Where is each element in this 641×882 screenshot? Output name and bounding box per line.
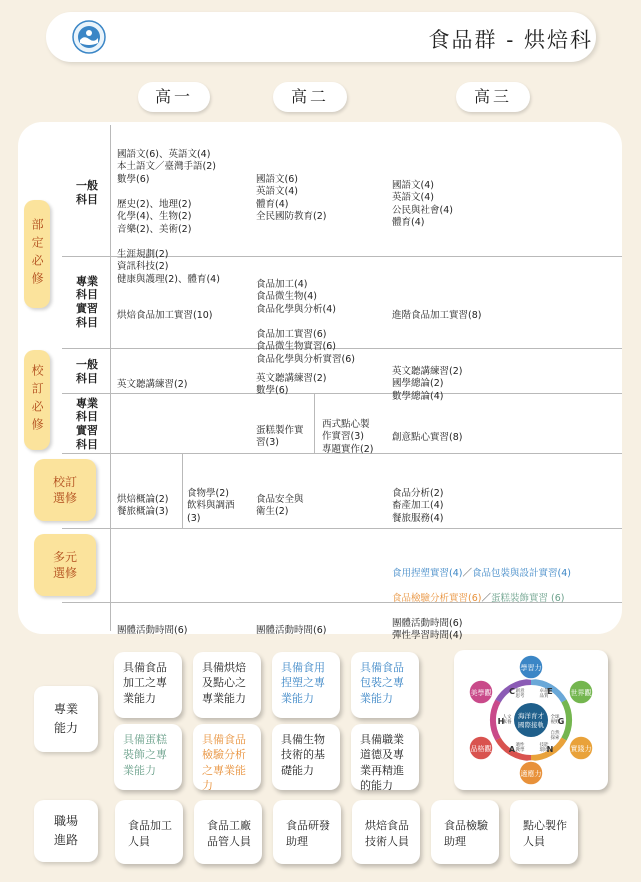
svg-text:實踐力: 實踐力: [570, 745, 592, 753]
svg-text:學習力: 學習力: [520, 664, 542, 672]
r1-year1: 國語文(6)、英語文(4) 本土語文／臺灣手語(2) 數學(6) 歷史(2)、地理(2) 化學(4)、生物(2) 音樂(2)、美術(2) 生涯規劃(2) 資訊科技(2) 健康與護理(2)、體育(4): [117, 148, 220, 285]
svg-text:品格觀: 品格觀: [470, 745, 492, 753]
year-3-pill: 高三: [456, 82, 530, 112]
grid-line: [182, 454, 183, 528]
r1-year2: 國語文(6) 英語文(4) 體育(4) 全民國防教育(2): [256, 173, 327, 223]
svg-text:海洋育才: 海洋育才: [518, 712, 544, 720]
r6-multi-elective: 食用捏塑實習(4)／食品包裝與設計實習(4) 食品檢驗分析實習(6)／蛋糕裝飾實習 (6): [392, 567, 571, 604]
r4-year3: 創意點心實習(8): [392, 431, 463, 443]
svg-text:G: G: [557, 717, 565, 726]
r5-year3: 食品分析(2) 畜產加工(4) 餐旅服務(4): [392, 487, 444, 524]
career-card: 食品研發助理: [273, 800, 341, 864]
grid-line: [110, 125, 111, 631]
svg-text:自然: 自然: [550, 731, 560, 736]
svg-text:適性: 適性: [515, 743, 525, 748]
career-card: 食品檢驗助理: [431, 800, 499, 864]
year-1-pill: 高一: [138, 82, 210, 112]
svg-text:人文: 人文: [502, 715, 512, 720]
r4-year2a: 蛋糕製作實 習(3): [256, 424, 304, 449]
ability-card: 具備生物技術的基礎能力: [272, 724, 340, 790]
r3-year1: 英文聽講練習(2): [117, 378, 188, 390]
r7-year2: 團體活動時間(6): [256, 624, 327, 636]
page-title: 食品群 - 烘焙科: [428, 28, 593, 52]
ability-card: 具備職業道德及專業再精進的能力: [351, 724, 419, 790]
svg-text:C: C: [509, 687, 515, 696]
svg-text:全球: 全球: [550, 715, 560, 720]
category-professional: 專業 科目 實習 科目: [76, 274, 98, 329]
label-school-required: 校訂必修: [24, 350, 50, 450]
svg-text:國際接軌: 國際接軌: [518, 721, 544, 729]
r7-year3: 團體活動時間(6) 彈性學習時間(4): [392, 617, 463, 642]
r3-year3: 英文聽講練習(2) 國學總論(2) 數學總論(4): [392, 365, 463, 402]
ability-card: 具備食品包裝之專業能力: [351, 652, 419, 718]
career-card: 食品加工人員: [115, 800, 183, 864]
svg-text:N: N: [546, 745, 554, 754]
r5-year2: 食品安全與 衛生(2): [256, 493, 304, 518]
ability-card: 具備食品檢驗分析之專業能力: [193, 724, 261, 790]
ability-card: 具備食品加工之專業能力: [114, 652, 182, 718]
career-card: 食品工廠品管人員: [194, 800, 262, 864]
r3-year2: 英文聽講練習(2) 數學(6): [256, 372, 327, 397]
svg-text:技能: 技能: [539, 743, 549, 748]
ability-card: 具備蛋糕裝飾之專業能力: [114, 724, 182, 790]
svg-text:品質: 品質: [539, 694, 549, 699]
category-professional-2: 專業 科目 實習 科目: [76, 396, 98, 451]
r7-year1: 團體活動時間(6): [117, 624, 188, 636]
year-2-pill: 高二: [273, 82, 347, 112]
r2-year1: 烘焙食品加工實習(10): [117, 309, 213, 321]
svg-text:探索: 探索: [550, 736, 560, 741]
svg-text:適應力: 適應力: [520, 770, 542, 778]
r5-year1b: 食物學(2) 飲料與調酒 (3): [187, 487, 235, 524]
careers-label: 職場 進路: [34, 800, 98, 862]
r2-year2: 食品加工(4) 食品微生物(4) 食品化學與分析(4) 食品加工實習(6) 食品微生物實習(6) 食品化學與分析實習(6): [256, 278, 355, 365]
svg-text:環境: 環境: [539, 748, 549, 753]
svg-text:美學觀: 美學觀: [470, 689, 492, 697]
svg-text:H: H: [497, 717, 505, 726]
career-card: 點心製作人員: [510, 800, 578, 864]
svg-text:卓越: 卓越: [539, 689, 549, 694]
career-card: 烘焙食品技術人員: [352, 800, 420, 864]
competency-diagram: [454, 650, 608, 790]
label-required: 部定必修: [24, 200, 50, 308]
category-general: 一般 科目: [76, 179, 98, 206]
abilities-label: 專業 能力: [34, 686, 98, 752]
svg-text:世界觀: 世界觀: [570, 689, 592, 697]
ability-card: 具備食用捏塑之專業能力: [272, 652, 340, 718]
r1-year3: 國語文(4) 英語文(4) 公民與社會(4) 體育(4): [392, 179, 453, 229]
svg-text:視野: 視野: [550, 720, 560, 725]
ability-card: 具備烘焙及點心之專業能力: [193, 652, 261, 718]
r5-year1a: 烘焙概論(2) 餐旅概論(3): [117, 493, 169, 518]
category-general-2: 一般 科目: [76, 358, 98, 385]
label-school-elective: 校訂 選修: [34, 459, 96, 521]
school-logo: [72, 20, 106, 54]
r4-year2b: 西式點心製 作實習(3) 專題實作(2): [322, 418, 374, 455]
label-multi-elective: 多元 選修: [34, 534, 96, 596]
r2-year3: 進階食品加工實習(8): [392, 309, 482, 321]
svg-text:素養: 素養: [502, 720, 512, 725]
svg-text:創意: 創意: [515, 689, 525, 694]
svg-text:思考: 思考: [515, 694, 525, 699]
svg-text:A: A: [508, 745, 516, 754]
svg-text:E: E: [547, 687, 553, 696]
svg-text:教學: 教學: [515, 748, 525, 753]
